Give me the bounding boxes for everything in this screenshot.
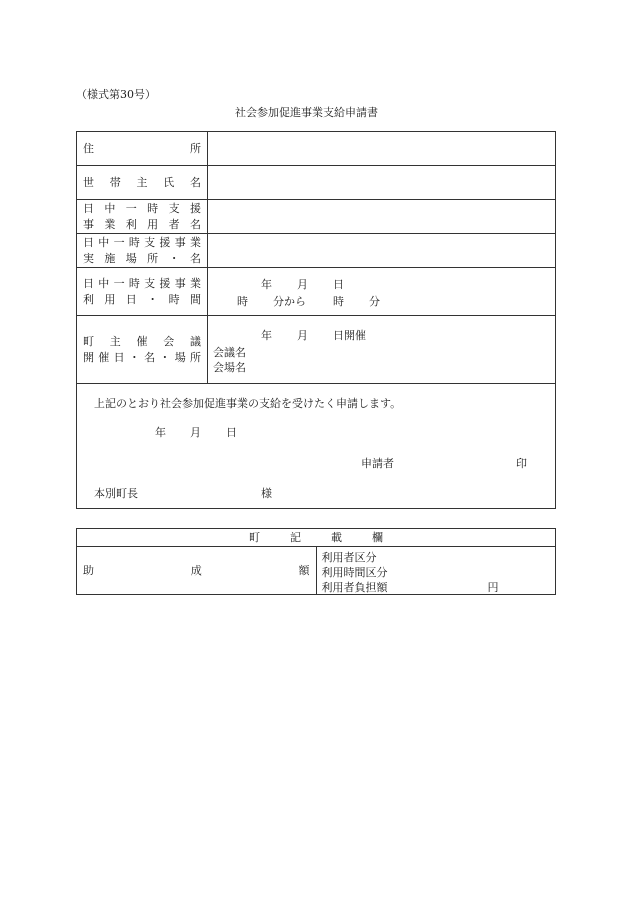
subsidy-label: 助 成 額 [77,547,317,595]
place-value[interactable] [208,234,556,268]
address-value[interactable] [208,132,556,166]
honorific: 様 [261,487,272,500]
addressee: 本別町長 [94,487,138,500]
subsidy-row [77,547,556,595]
office-header-row [77,529,556,547]
page-title: 社会参加促進事業支給申請書 [235,106,378,119]
applicant-label: 申請者 [361,457,394,470]
date-month: 月 [297,278,308,291]
place-label: 日 中 一 時 支 援 事 業 実 施 場 所 ・ 名 [77,234,208,268]
address-label: 住 所 [77,132,208,166]
declaration-statement: 上記のとおり社会参加促進事業の支給を受けたく申請します。 [94,397,402,410]
user-name-value[interactable] [208,200,556,234]
user-name-row [77,200,556,234]
meeting-value[interactable] [208,316,556,384]
meeting-year: 年 [261,329,272,342]
time-minute-from: 分から [273,295,306,308]
declaration-day: 日 [226,426,237,439]
household-head-row [77,166,556,200]
office-use-table [76,528,556,595]
office-header: 町 記 載 欄 [77,529,556,547]
form-number: （様式第30号） [76,88,156,101]
declaration-row [77,384,556,509]
time-minute-to: 分 [369,295,380,308]
address-row [77,132,556,166]
yen-unit: 円 [487,581,499,594]
place-row [77,234,556,268]
application-form-table [76,131,556,509]
venue-label: 会場名 [213,361,246,374]
declaration-cell [77,384,556,509]
date-time-row [77,268,556,316]
seal-mark: 印 [516,457,527,470]
time-category-label: 利用時間区分 [321,566,388,579]
household-head-label: 世 帯 主 氏 名 [77,166,208,200]
date-day: 日 [333,278,344,291]
date-time-value[interactable] [208,268,556,316]
meeting-month: 月 [297,329,308,342]
date-year: 年 [261,278,272,291]
meeting-name-label: 会議名 [213,346,246,359]
user-burden-label: 利用者負担額 [321,581,388,594]
date-time-label: 日 中 一 時 支 援 事 業 利 用 日 ・ 時 間 [77,268,208,316]
meeting-label: 町 主 催 会 議 開 催 日 ・ 名 ・ 場 所 [77,316,208,384]
time-hour: 時 [237,295,248,308]
declaration-month: 月 [190,426,201,439]
meeting-row [77,316,556,384]
user-category-label: 利用者区分 [321,551,377,564]
meeting-day-held: 日開催 [333,329,366,342]
household-head-value[interactable] [208,166,556,200]
subsidy-details[interactable] [316,547,556,595]
user-name-label: 日 中 一 時 支 援 事 業 利 用 者 名 [77,200,208,234]
declaration-year: 年 [155,426,166,439]
time-hour-to: 時 [333,295,344,308]
